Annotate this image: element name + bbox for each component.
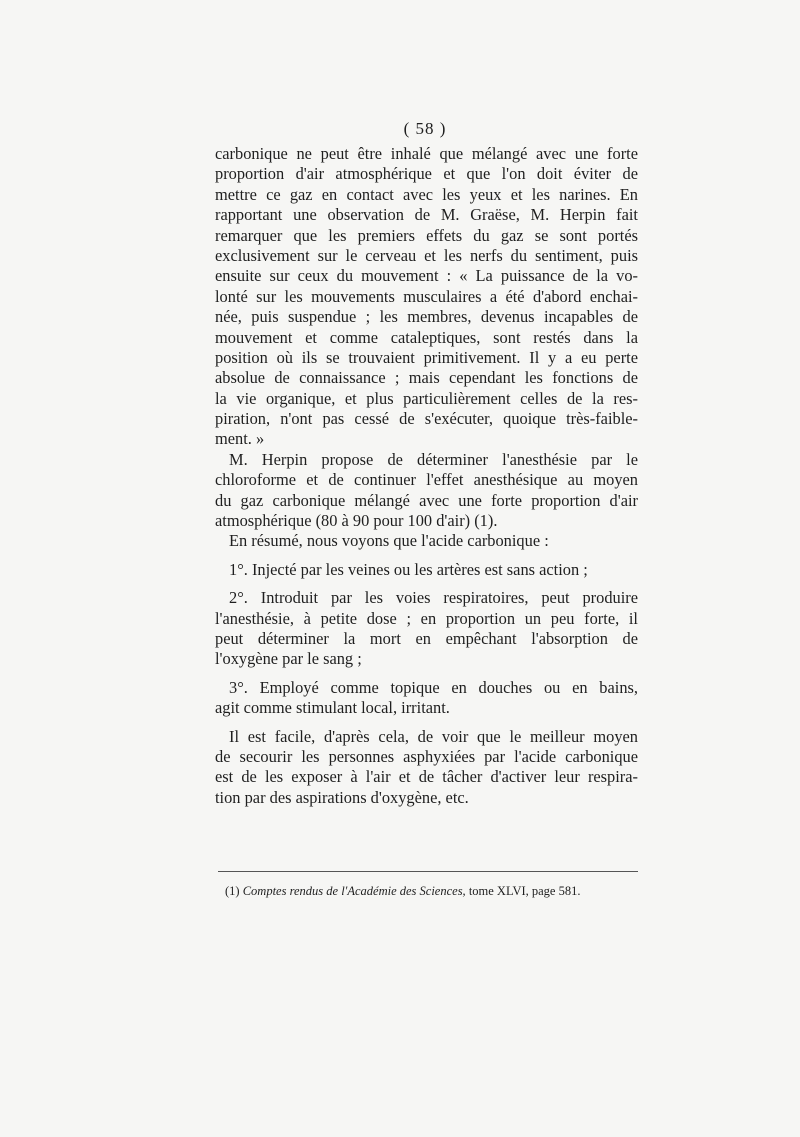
text-line: proportion d'air atmosphérique et que l'on doit éviter de <box>215 164 638 184</box>
text-line: agit comme stimulant local, irritant. <box>215 698 450 718</box>
text-line: remarquer que les premiers effets du gaz se sont portés <box>215 225 638 245</box>
text-line: ensuite sur ceux du mouvement : « La puissance de la vo- <box>215 266 638 286</box>
text-line: exclusivement sur le cerveau et les nerfs du sentiment, puis <box>215 245 638 265</box>
text-line: 2°. Introduit par les voies respiratoires, peut produire <box>229 588 638 608</box>
text-line: atmosphérique (80 à 90 pour 100 d'air) (1). <box>215 511 498 531</box>
text-line: ment. » <box>215 429 265 449</box>
text-line: absolue de connaissance ; mais cependant les fonctions de <box>215 368 638 388</box>
text-line: position où ils se trouvaient primitivement. Il y a eu perte <box>215 347 638 367</box>
paragraph-conclusion <box>215 727 638 809</box>
list-item-2 <box>215 588 638 670</box>
footnote-source-title: Comptes rendus de l'Académie des Sciences, <box>242 884 466 898</box>
text-line: la vie organique, et plus particulièrement celles de la res- <box>215 388 638 408</box>
text-line: peut déterminer la mort en empêchant l'absorption de <box>215 628 638 648</box>
text-line: mettre ce gaz en contact avec les yeux et les narines. En <box>215 184 638 204</box>
text-line: est de les exposer à l'air et de tâcher d'activer leur respira- <box>215 767 638 787</box>
text-line: 3°. Employé comme topique en douches ou en bains, <box>229 677 638 697</box>
text-line: lonté sur les mouvements musculaires a été d'abord enchai- <box>215 286 638 306</box>
text-line: née, puis suspendue ; les membres, devenus incapables de <box>215 307 638 327</box>
footnote-marker: (1) <box>225 884 240 898</box>
footnote-reference: tome XLVI, page 581. <box>468 884 581 898</box>
page-number: ( 58 ) <box>403 119 447 138</box>
footnote-divider <box>218 871 638 872</box>
text-line: de secourir les personnes asphyxiées par l'acide carbonique <box>215 746 638 766</box>
text-line: M. Herpin propose de déterminer l'anesthésie par le <box>229 449 638 469</box>
footnote <box>225 884 645 899</box>
text-line: l'anesthésie, à petite dose ; en proportion un peu forte, il <box>215 608 638 628</box>
text-line: chloroforme et de continuer l'effet anesthésique au moyen <box>215 470 638 490</box>
text-line: 1°. Injecté par les veines ou les artères est sans action ; <box>229 559 588 579</box>
text-line: carbonique ne peut être inhalé que mélangé avec une forte <box>215 144 638 163</box>
body-text <box>215 144 638 808</box>
text-line: tion par des aspirations d'oxygène, etc. <box>215 787 469 807</box>
text-line: l'oxygène par le sang ; <box>215 649 362 669</box>
text-line: du gaz carbonique mélangé avec une forte proportion d'air <box>215 490 638 510</box>
text-line: mouvement et comme cataleptiques, sont restés dans la <box>215 327 638 347</box>
text-line: Il est facile, d'après cela, de voir que le meilleur moyen <box>229 726 638 746</box>
paragraph-continuation <box>215 144 638 450</box>
paragraph-summary-intro <box>215 531 638 551</box>
list-item-3 <box>215 678 638 719</box>
text-line: En résumé, nous voyons que l'acide carbonique : <box>229 531 549 551</box>
text-line: piration, n'ont pas cessé de s'exécuter, quoique très-faible- <box>215 409 638 429</box>
list-item-1 <box>215 560 638 580</box>
text-line: rapportant une observation de M. Graëse, M. Herpin fait <box>215 205 638 225</box>
paragraph-herpin-proposal <box>215 450 638 532</box>
